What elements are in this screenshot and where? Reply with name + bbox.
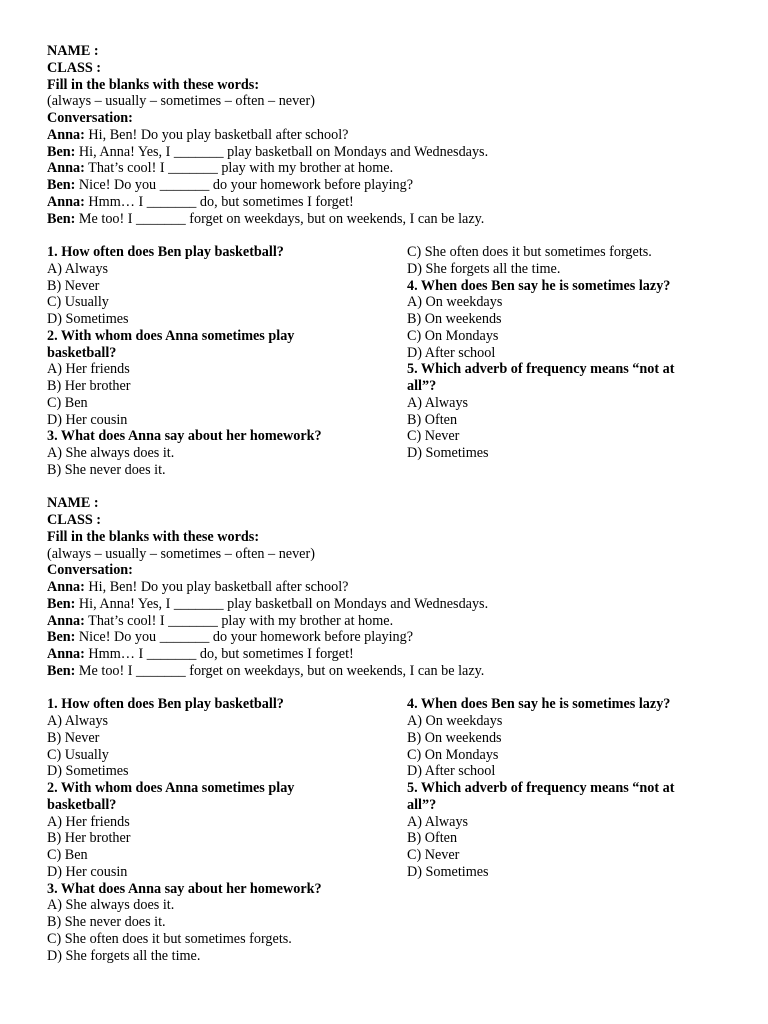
conversation-label: Conversation: (47, 562, 133, 579)
answer-option: D) She forgets all the time. (407, 260, 561, 277)
speaker: Ben: (47, 177, 76, 193)
dialogue-line (47, 629, 727, 646)
speaker: Ben: (47, 143, 76, 160)
dialogue-line (47, 646, 727, 663)
answer-option: B) Never (47, 277, 100, 294)
question-4: 4. When does Ben say he is sometimes lazy? (407, 277, 671, 294)
answer-option: C) Never (407, 428, 460, 445)
question-4: 4. When does Ben say he is sometimes lazy? (407, 696, 671, 713)
answer-option: A) She always does it. (47, 445, 175, 461)
questions-left-column (47, 696, 407, 964)
speaker: Anna: (47, 579, 85, 595)
instruction: Fill in the blanks with these words: (47, 76, 260, 93)
worksheet-copy-1 (47, 43, 727, 479)
question-2: 2. With whom does Anna sometimes play basketball? (47, 327, 295, 361)
answer-option: C) Ben (47, 847, 88, 863)
answer-option: A) She always does it. (47, 897, 175, 914)
dialogue-text: Nice! Do you _______ do your homework before playing? (78, 629, 414, 646)
answer-option: C) She often does it but sometimes forgets. (407, 244, 652, 260)
dialogue-text: Me too! I _______ forget on weekdays, but on weekends, I can be lazy. (78, 662, 485, 679)
speaker: Ben: (47, 629, 76, 646)
answer-option: C) Usually (47, 746, 109, 763)
dialogue-text: Hi, Ben! Do you play basketball after school? (88, 579, 349, 595)
questions-section (47, 696, 727, 964)
answer-option: D) Her cousin (47, 411, 128, 428)
questions-right-column (407, 244, 717, 479)
name-label: NAME : (47, 495, 99, 512)
dialogue-text: Hi, Ben! Do you play basketball after school? (88, 126, 349, 143)
dialogue-text: That’s cool! I _______ play with my brother at home. (88, 612, 394, 629)
questions-left-column (47, 244, 407, 479)
answer-option: D) Sometimes (47, 311, 129, 327)
class-label: CLASS : (47, 512, 102, 528)
word-bank: (always – usually – sometimes – often – never) (47, 545, 315, 562)
dialogue-line (47, 177, 727, 194)
speaker: Anna: (47, 126, 85, 143)
question-1: 1. How often does Ben play basketball? (47, 244, 284, 260)
answer-option: C) Ben (47, 394, 88, 411)
dialogue-line (47, 127, 727, 144)
answer-option: A) Her friends (47, 361, 130, 378)
dialogue-text: Hmm… I _______ do, but sometimes I forget! (88, 193, 354, 210)
answer-option: B) Never (47, 729, 100, 746)
answer-option: A) Always (407, 394, 469, 411)
answer-option: B) Often (407, 411, 458, 428)
answer-option: B) On weekends (407, 729, 502, 746)
question-2: 2. With whom does Anna sometimes play basketball? (47, 780, 295, 813)
question-5: 5. Which adverb of frequency means “not at all”? (407, 780, 675, 813)
dialogue-line (47, 144, 727, 161)
answer-option: A) On weekdays (407, 294, 503, 311)
answer-option: D) Her cousin (47, 863, 128, 880)
dialogue-line (47, 194, 727, 211)
dialogue-line (47, 596, 727, 613)
dialogue-text: Hmm… I _______ do, but sometimes I forget! (88, 646, 354, 662)
answer-option: D) After school (407, 344, 496, 361)
answer-option: D) Sometimes (407, 445, 489, 461)
dialogue-text: Me too! I _______ forget on weekdays, but on weekends, I can be lazy. (78, 210, 485, 227)
answer-option: C) Never (407, 847, 460, 863)
speaker: Ben: (47, 210, 76, 227)
answer-option: B) She never does it. (47, 914, 166, 930)
speaker: Anna: (47, 193, 85, 210)
word-bank: (always – usually – sometimes – often – never) (47, 93, 315, 110)
worksheet-copy-2 (47, 495, 727, 964)
answer-option: D) Sometimes (47, 763, 129, 780)
question-3: 3. What does Anna say about her homework? (47, 880, 322, 897)
dialogue-text: Hi, Anna! Yes, I _______ play basketball on Mondays and Wednesdays. (78, 143, 489, 160)
answer-option: B) On weekends (407, 311, 502, 327)
worksheet-page (47, 43, 727, 964)
answer-option: B) She never does it. (47, 461, 166, 478)
speaker: Ben: (47, 595, 76, 612)
answer-option: D) Sometimes (407, 863, 489, 880)
class-label: CLASS : (47, 59, 102, 76)
answer-option: D) After school (407, 763, 496, 780)
speaker: Anna: (47, 646, 85, 662)
answer-option: C) She often does it but sometimes forgets. (47, 930, 292, 947)
instruction: Fill in the blanks with these words: (47, 528, 260, 545)
speaker: Anna: (47, 160, 85, 177)
conversation-label: Conversation: (47, 110, 133, 126)
answer-option: C) On Mondays (407, 746, 499, 763)
question-5: 5. Which adverb of frequency means “not at all”? (407, 361, 675, 394)
questions-section (47, 244, 727, 479)
dialogue-line (47, 663, 727, 680)
dialogue-line (47, 579, 727, 596)
name-label: NAME : (47, 43, 99, 59)
answer-option: D) She forgets all the time. (47, 947, 201, 964)
dialogue-line (47, 211, 727, 228)
answer-option: B) Often (407, 830, 458, 847)
answer-option: C) Usually (47, 294, 109, 311)
answer-option: A) Always (47, 713, 109, 729)
answer-option: C) On Mondays (407, 327, 499, 344)
dialogue-line (47, 613, 727, 630)
questions-right-column (407, 696, 717, 964)
answer-option: B) Her brother (47, 830, 131, 847)
question-1: 1. How often does Ben play basketball? (47, 696, 284, 713)
answer-option: A) Always (47, 260, 109, 277)
answer-option: A) Always (407, 813, 469, 830)
question-3: 3. What does Anna say about her homework? (47, 428, 322, 445)
speaker: Ben: (47, 662, 76, 679)
answer-option: A) Her friends (47, 813, 130, 830)
dialogue-text: Nice! Do you _______ do your homework before playing? (78, 177, 414, 193)
answer-option: B) Her brother (47, 378, 131, 394)
dialogue-text: Hi, Anna! Yes, I _______ play basketball on Mondays and Wednesdays. (78, 595, 489, 612)
answer-option: A) On weekdays (407, 713, 503, 729)
speaker: Anna: (47, 612, 85, 629)
dialogue-line (47, 160, 727, 177)
dialogue-text: That’s cool! I _______ play with my brother at home. (88, 160, 394, 177)
